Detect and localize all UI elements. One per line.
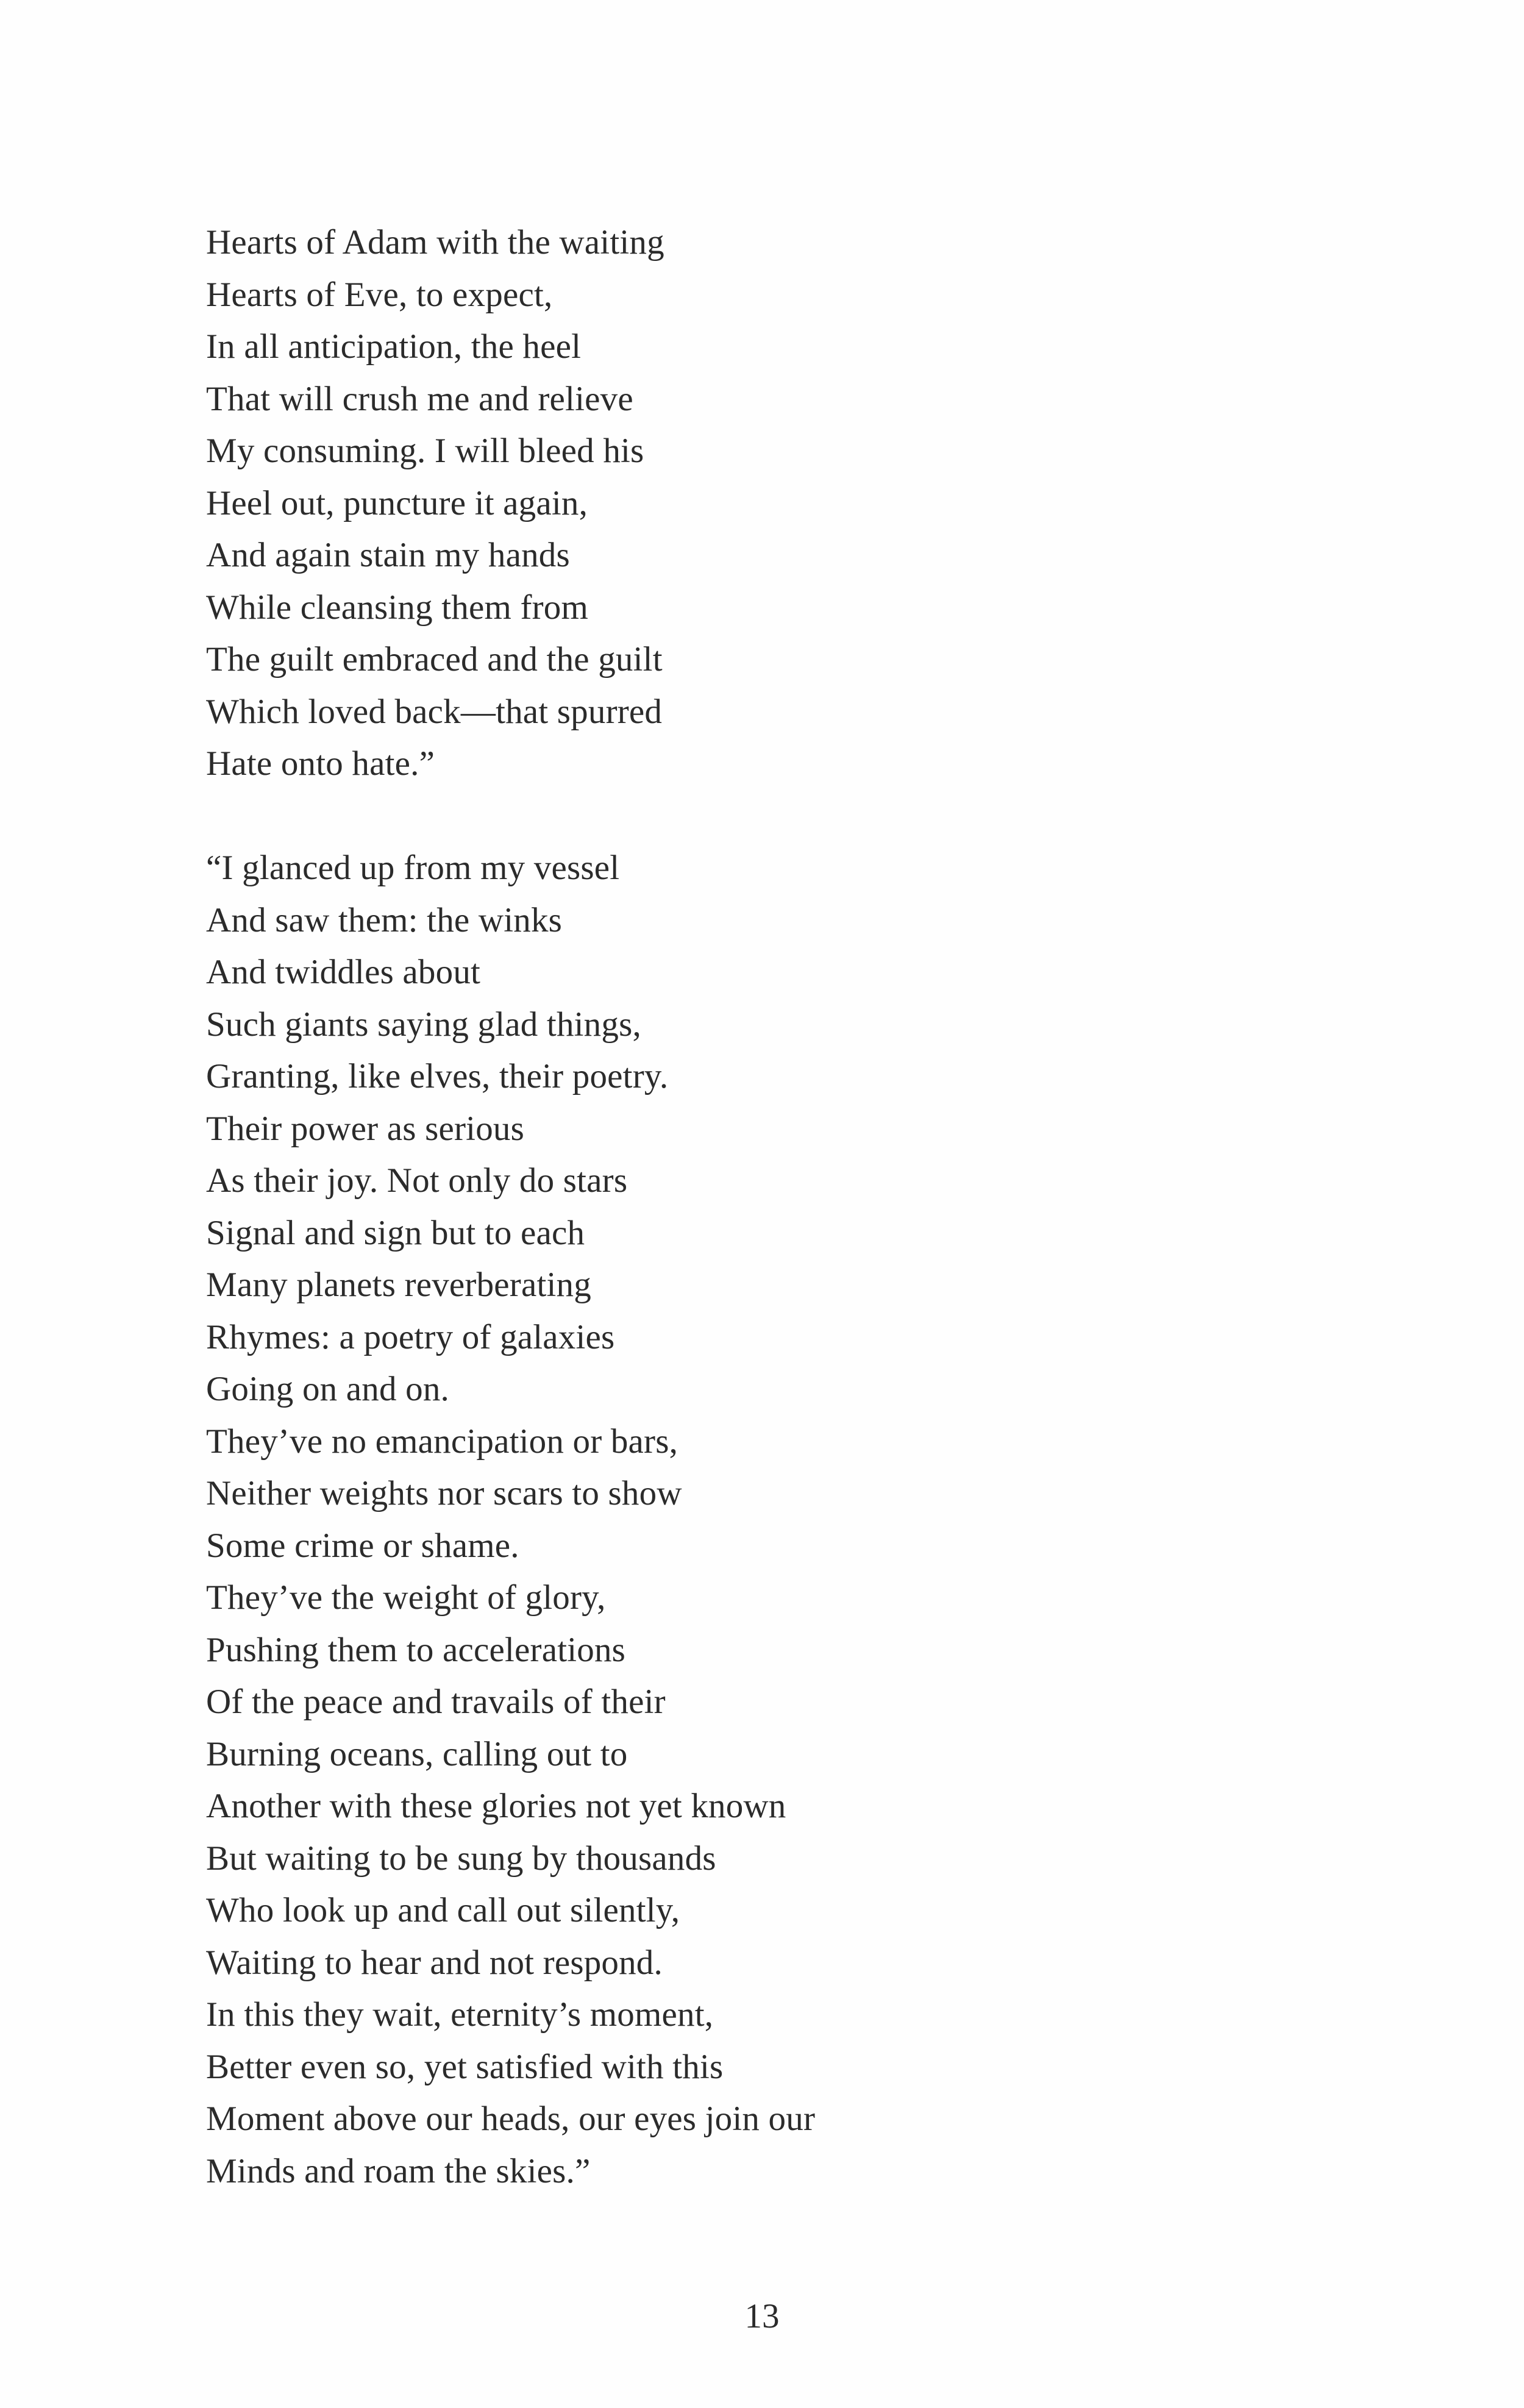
poem-line: They’ve the weight of glory, bbox=[206, 1578, 606, 1617]
poem-line: Going on and on. bbox=[206, 1370, 449, 1408]
poem-line: Better even so, yet satisfied with this bbox=[206, 2047, 724, 2086]
poem-line: Some crime or shame. bbox=[206, 1526, 519, 1565]
poem-line: Hate onto hate.” bbox=[206, 744, 435, 783]
poem-line: Who look up and call out silently, bbox=[206, 1891, 680, 1929]
poem-line: And again stain my hands bbox=[206, 536, 570, 574]
poem-line: The guilt embraced and the guilt bbox=[206, 640, 663, 679]
poem-line: In all anticipation, the heel bbox=[206, 327, 582, 366]
poem-line: Which loved back—that spurred bbox=[206, 692, 663, 731]
poem-line: Hearts of Eve, to expect, bbox=[206, 275, 553, 314]
poem-line: Minds and roam the skies.” bbox=[206, 2151, 591, 2190]
poem-line: Granting, like elves, their poetry. bbox=[206, 1057, 669, 1095]
poem-line: And saw them: the winks bbox=[206, 900, 563, 939]
poem-line: Neither weights nor scars to show bbox=[206, 1474, 682, 1512]
poem-line: Signal and sign but to each bbox=[206, 1213, 585, 1252]
stanza-1 bbox=[206, 216, 1303, 790]
poem-line: Burning oceans, calling out to bbox=[206, 1734, 628, 1773]
poem-line: As their joy. Not only do stars bbox=[206, 1161, 628, 1200]
poem-line: That will crush me and relieve bbox=[206, 379, 633, 418]
poem-line: Their power as serious bbox=[206, 1109, 524, 1148]
poem-line: My consuming. I will bleed his bbox=[206, 432, 644, 470]
poem-line: Of the peace and travails of their bbox=[206, 1683, 666, 1721]
poem-line: In this they wait, eternity’s moment, bbox=[206, 1995, 714, 2034]
poem-line: Heel out, puncture it again, bbox=[206, 483, 588, 522]
poem-line: They’ve no emancipation or bars, bbox=[206, 1422, 678, 1461]
page-number: 13 bbox=[744, 2297, 780, 2335]
poem-line: Another with these glories not yet known bbox=[206, 1787, 786, 1825]
poem-line: Waiting to hear and not respond. bbox=[206, 1943, 663, 1982]
stanza-2 bbox=[206, 842, 1303, 2197]
poem-line: Pushing them to accelerations bbox=[206, 1630, 626, 1669]
poem-line: And twiddles about bbox=[206, 953, 481, 991]
poem-line: Hearts of Adam with the waiting bbox=[206, 223, 664, 262]
poem-line: “I glanced up from my vessel bbox=[206, 849, 620, 887]
poem-line: Many planets reverberating bbox=[206, 1266, 591, 1304]
poem-line: But waiting to be sung by thousands bbox=[206, 1839, 716, 1878]
poem-body bbox=[206, 216, 1303, 2197]
poem-line: Moment above our heads, our eyes join our bbox=[206, 2100, 816, 2138]
poem-line: Such giants saying glad things, bbox=[206, 1005, 641, 1044]
poem-line: While cleansing them from bbox=[206, 588, 589, 627]
poem-line: Rhymes: a poetry of galaxies bbox=[206, 1317, 615, 1356]
